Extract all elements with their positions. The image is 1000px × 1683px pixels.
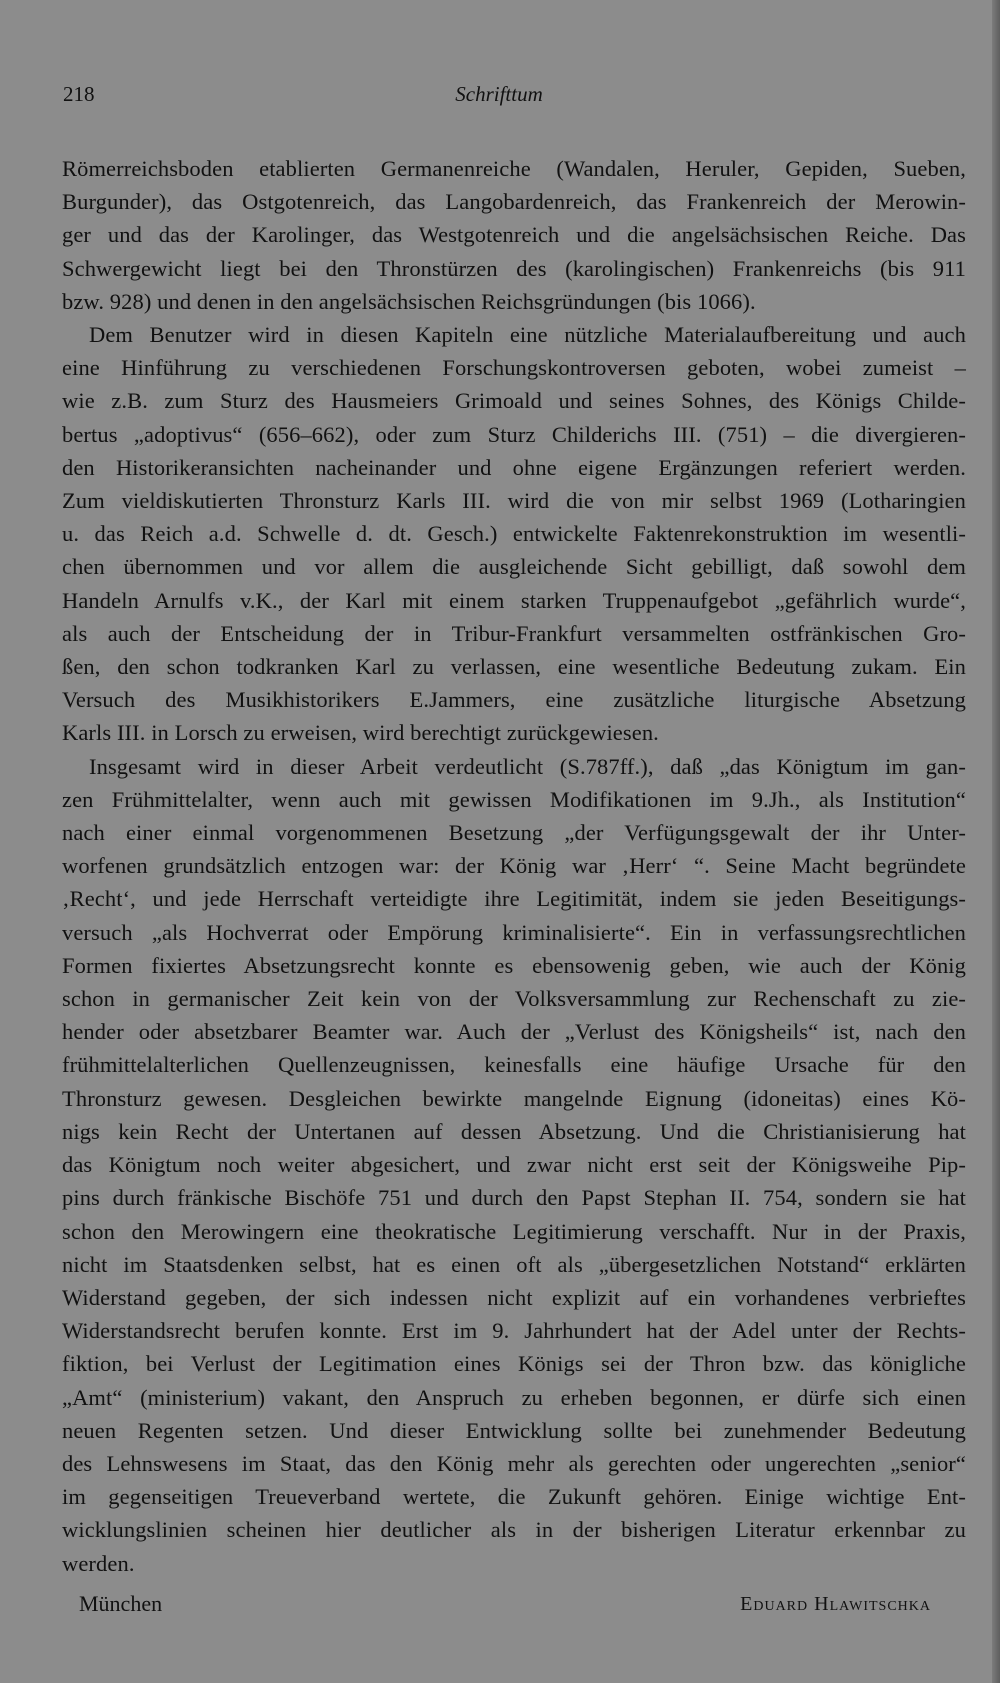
- text-line: Formen fixiertes Absetzungsrecht konnte es ebensowenig geben, wie auch der König: [62, 952, 966, 978]
- text-line: im gegenseitigen Treueverband wertete, die Zukunft gehören. Einige wichtige Ent-: [62, 1484, 966, 1510]
- page-header: [63, 82, 935, 116]
- text-line: Karls III. in Lorsch zu erweisen, wird berechtigt zurückgewiesen.: [62, 720, 659, 746]
- text-line: u. das Reich a.d. Schwelle d. dt. Gesch.) entwickelte Faktenrekonstruktion im wesentli-: [62, 521, 966, 547]
- text-line: pins durch fränkische Bischöfe 751 und durch den Papst Stephan II. 754, sondern sie hat: [62, 1185, 966, 1211]
- text-line: chen übernommen und vor allem die ausgleichende Sicht gebilligt, daß sowohl dem: [62, 554, 966, 580]
- text-line: hender oder absetzbarer Beamter war. Auch der „Verlust des Königsheils“ ist, nach den: [62, 1019, 966, 1045]
- text-line: wicklungslinien scheinen hier deutlicher als in der bisherigen Literatur erkennbar zu: [62, 1517, 966, 1543]
- text-line: frühmittelalterlichen Quellenzeugnissen, keinesfalls eine häufige Ursache für den: [62, 1052, 966, 1078]
- text-line: des Lehnswesens im Staat, das den König mehr als gerechten oder ungerechten „senior“: [62, 1450, 966, 1476]
- text-line: ‚Recht‘, und jede Herrschaft verteidigte ihre Legitimität, indem sie jeden Beseitigungs-: [62, 886, 966, 912]
- text-line: versuch „als Hochverrat oder Empörung kriminalisierte“. Ein in verfassungsrechtlichen: [62, 919, 966, 945]
- text-line: nigs kein Recht der Untertanen auf dessen Absetzung. Und die Christianisierung hat: [62, 1118, 966, 1144]
- running-title: Schrifttum: [455, 82, 543, 106]
- text-line: wie z.B. zum Sturz des Hausmeiers Grimoald und seines Sohnes, des Königs Childe-: [62, 388, 966, 414]
- text-line: bertus „adoptivus“ (656–662), oder zum Sturz Childerichs III. (751) – die divergieren-: [62, 421, 966, 447]
- signature-place: München: [79, 1591, 163, 1616]
- text-line: als auch der Entscheidung der in Tribur-Frankfurt versammelten ostfränkischen Gro-: [62, 620, 966, 646]
- text-line: worfenen grundsätzlich entzogen war: der König war ‚Herr‘ “. Seine Macht begründete: [62, 853, 966, 879]
- text-line: ßen, den schon todkranken Karl zu verlassen, eine wesentliche Bedeutung zukam. Ein: [62, 654, 966, 680]
- text-line: schon in germanischer Zeit kein von der Volksversammlung zur Rechenschaft zu zie-: [62, 986, 966, 1012]
- text-line: bzw. 928) und denen in den angelsächsischen Reichsgründungen (bis 1066).: [62, 288, 756, 314]
- signature-author: Eduard Hlawitschka: [740, 1593, 931, 1615]
- text-line: fiktion, bei Verlust der Legitimation eines Königs sei der Thron bzw. das königliche: [62, 1351, 966, 1377]
- text-line: „Amt“ (ministerium) vakant, den Anspruch zu erheben begonnen, er dürfe sich einen: [62, 1384, 966, 1410]
- text-line: den Historikeransichten nacheinander und ohne eigene Ergänzungen referiert werden.: [62, 454, 966, 480]
- text-line: nicht im Staatsdenken selbst, hat es einen oft als „übergesetzlichen Notstand“ erklärten: [62, 1251, 966, 1277]
- text-line: ger und das der Karolinger, das Westgotenreich und die angelsächsischen Reiche. Das: [62, 222, 966, 248]
- paragraph-start-line: Insgesamt wird in dieser Arbeit verdeutlicht (S.787ff.), daß „das Königtum im gan-: [89, 753, 966, 779]
- text-line: Schwergewicht liegt bei den Thronstürzen des (karolingischen) Frankenreichs (bis 911: [62, 255, 966, 281]
- text-line: zen Frühmittelalter, wenn auch mit gewissen Modifikationen im 9.Jh., als Institution“: [62, 786, 966, 812]
- text-line: Widerstand gegeben, der sich indessen nicht explizit auf ein vorhandenes verbrieftes: [62, 1284, 966, 1310]
- body-text: [62, 152, 966, 1580]
- text-line: schon den Merowingern eine theokratische Legitimierung verschafft. Nur in der Praxis,: [62, 1218, 966, 1244]
- text-line: Versuch des Musikhistorikers E.Jammers, eine zusätzliche liturgische Absetzung: [62, 687, 966, 713]
- paragraph-start-line: Dem Benutzer wird in diesen Kapiteln eine nützliche Materialaufbereitung und auch: [89, 322, 966, 348]
- text-line: das Königtum noch weiter abgesichert, und zwar nicht erst seit der Königsweihe Pip-: [62, 1152, 966, 1178]
- text-line: neuen Regenten setzen. Und dieser Entwicklung sollte bei zunehmender Bedeutung: [62, 1417, 966, 1443]
- text-line: nach einer einmal vorgenommenen Besetzung „der Verfügungsgewalt der ihr Unter-: [62, 820, 966, 846]
- text-line: Zum vieldiskutierten Thronsturz Karls III. wird die von mir selbst 1969 (Lotharingien: [62, 488, 966, 514]
- text-line: eine Hinführung zu verschiedenen Forschungskontroversen geboten, wobei zumeist –: [62, 355, 966, 381]
- page-number: 218: [63, 82, 95, 106]
- text-line: Burgunder), das Ostgotenreich, das Langobardenreich, das Frankenreich der Merowin-: [62, 189, 966, 215]
- review-signature: [79, 1591, 931, 1625]
- text-line: werden.: [62, 1550, 135, 1576]
- text-line: Handeln Arnulfs v.K., der Karl mit einem starken Truppenaufgebot „gefährlich wurde“,: [62, 587, 966, 613]
- text-line: Thronsturz gewesen. Desgleichen bewirkte mangelnde Eignung (idoneitas) eines Kö-: [62, 1085, 966, 1111]
- text-line: Römerreichsboden etablierten Germanenreiche (Wandalen, Heruler, Gepiden, Sueben,: [62, 156, 966, 181]
- text-line: Widerstandsrecht berufen konnte. Erst im 9. Jahrhundert hat der Adel unter der Rechts-: [62, 1318, 966, 1344]
